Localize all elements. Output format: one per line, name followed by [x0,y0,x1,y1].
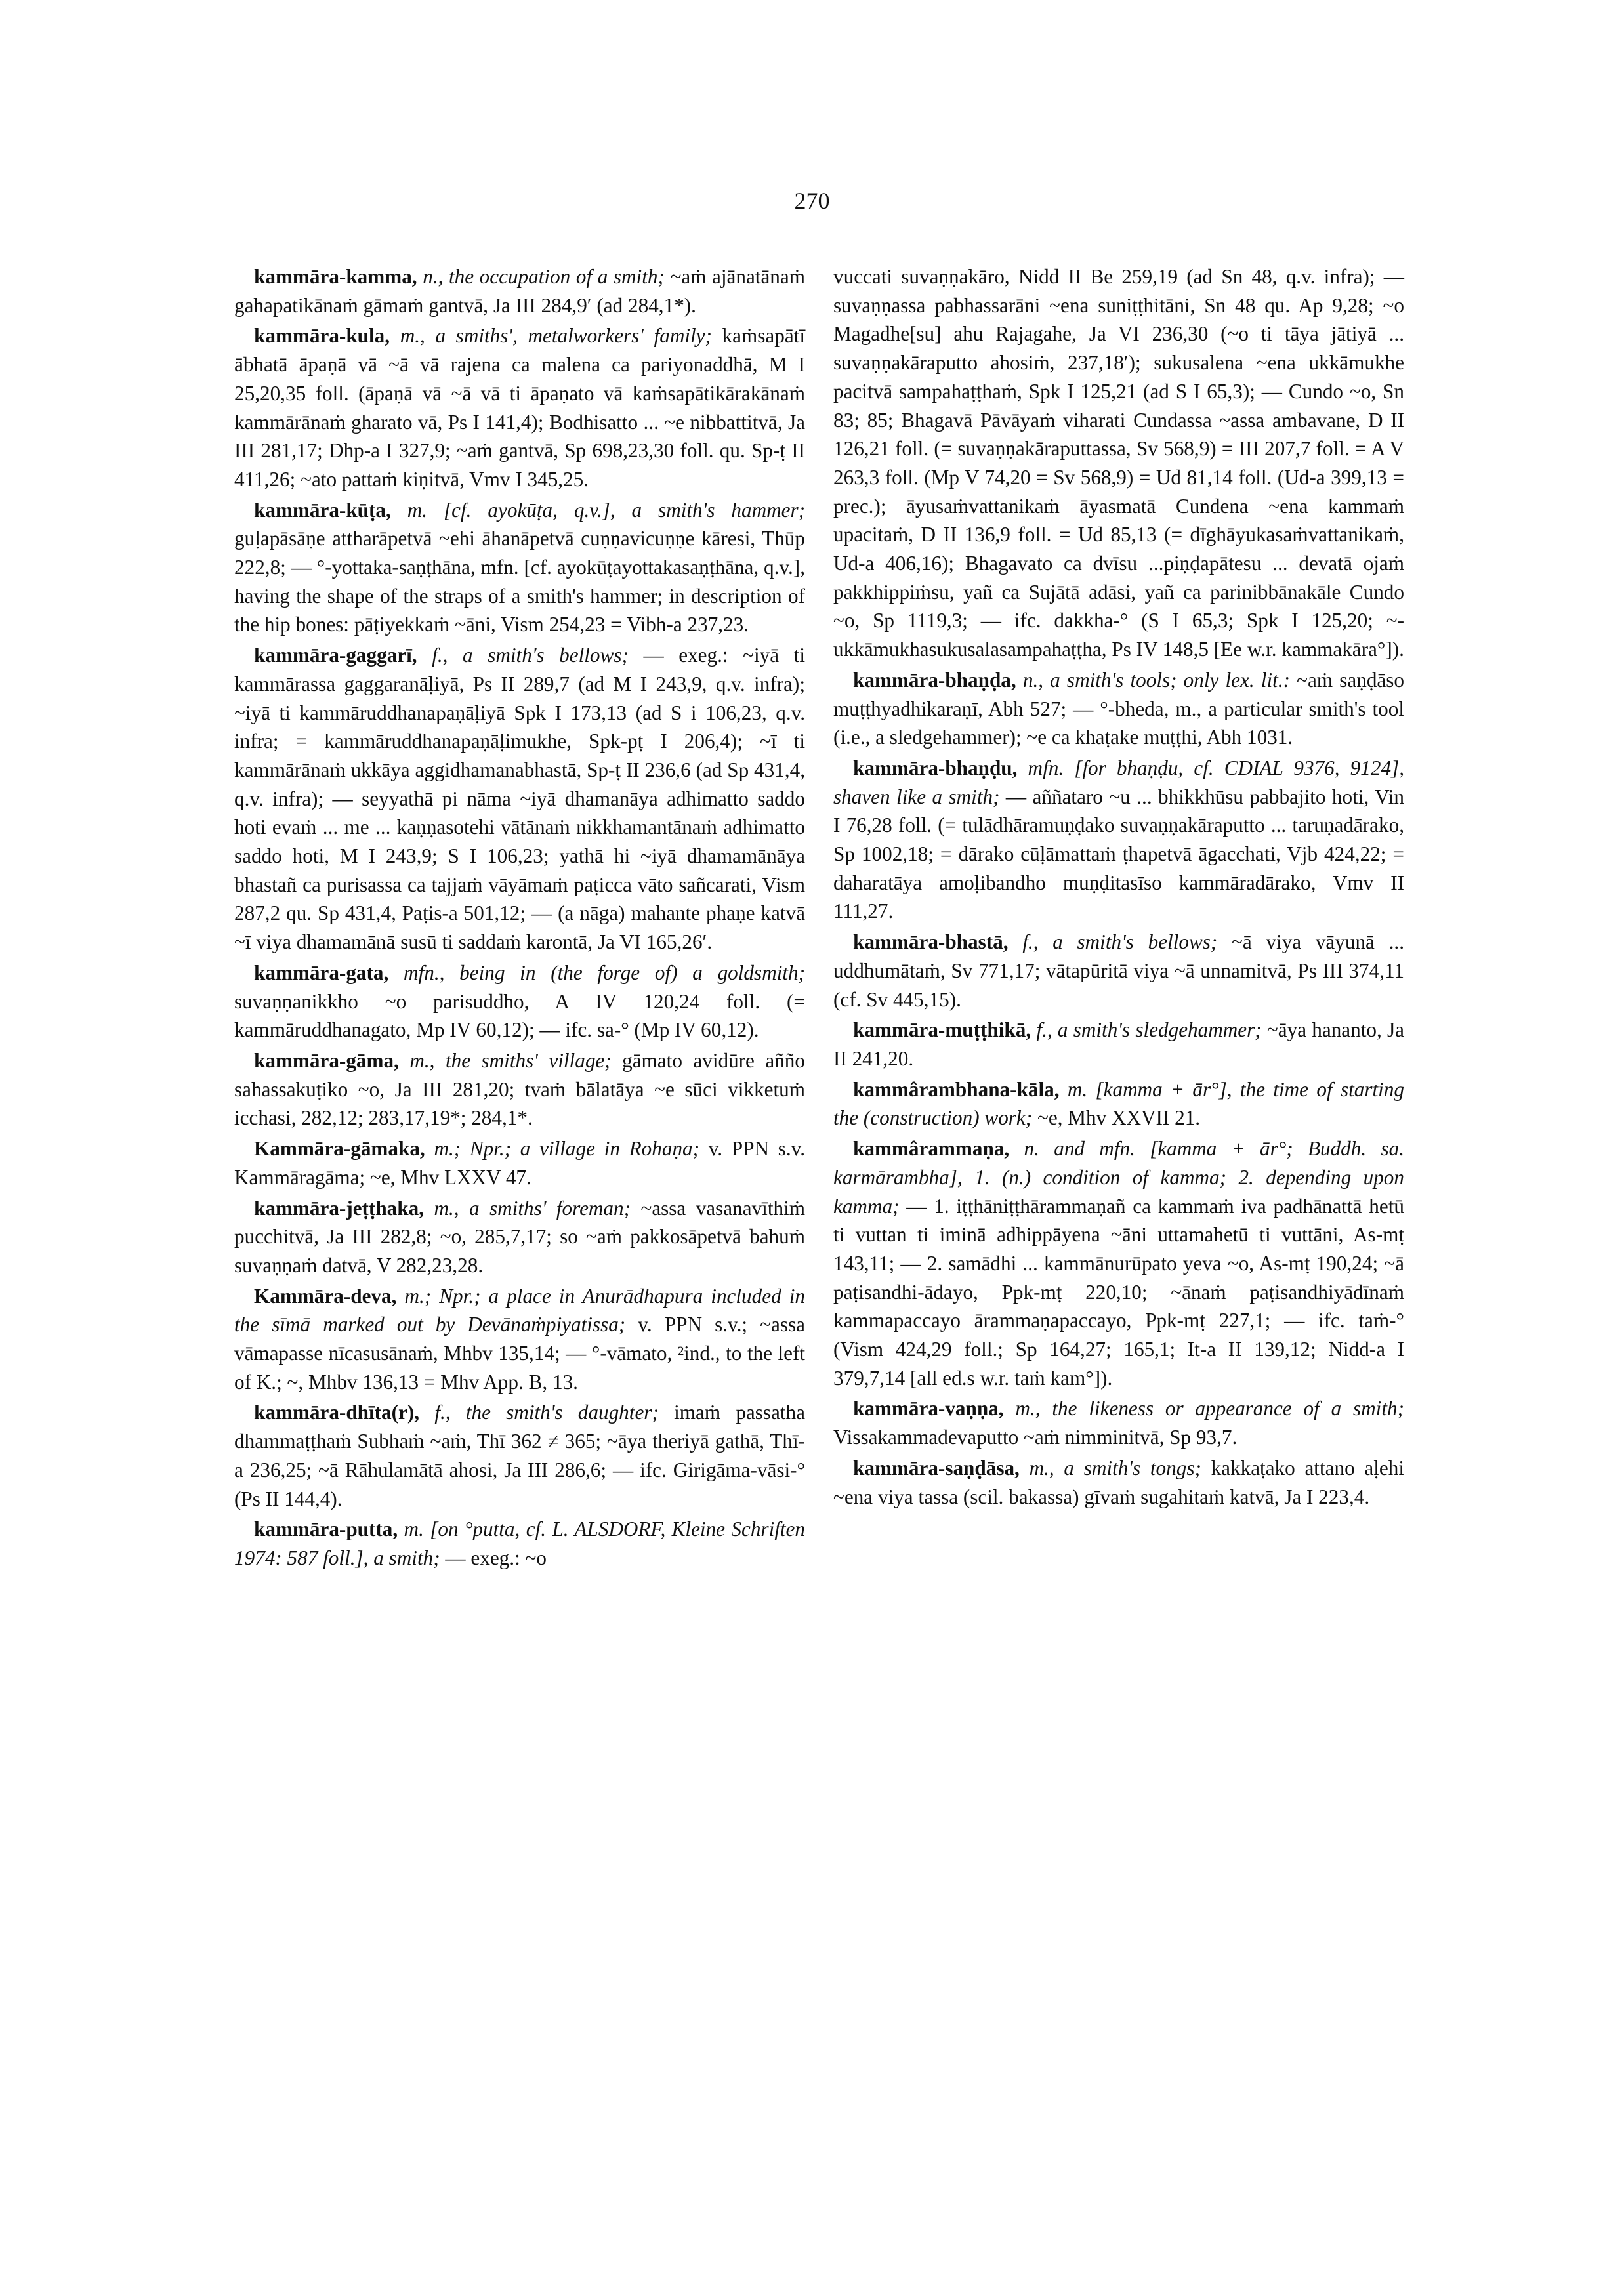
definition: n., a smith's tools; only lex. lit.: [1022,668,1290,692]
definition: m. [on °putta, cf. L. ALSDORF, Kleine Schriften 1974: 587 foll.], a smith; [234,1518,805,1569]
dictionary-entry-continued [833,262,1404,664]
entry-body: — 1. iṭṭhāniṭṭhārammaṇañ ca kammaṁ iva padhānattā hetū ti vuttan ti iminā adhippāyena ~āni uttamahetū ti vuttāni, As-mṭ 143,11; — 2. samādhi ... kammānurūpato yeva ~o, As-mṭ 190,24; ~ā paṭisandhi-ādayo, Ppk-mṭ 220,10; ~ānaṁ paṭisandhiyādīnaṁ kammapaccayo ārammaṇapaccayo, Ppk-mṭ 227,1; — ifc. taṁ-° (Vism 424,29 foll.; Sp 164,27; 165,1; It-a II 139,12; Nidd-a I 379,7,14 [all ed.s w.r. taṁ kam°]). [833,1194,1404,1390]
headword: kammāra-kula, [254,324,390,348]
entry-body: vuccati suvaṇṇakāro, Nidd II Be 259,19 (ad Sn 48, q.v. infra); — suvaṇṇassa pabhassarāni ~ena suniṭṭhitāni, Sn 48 qu. Ap 9,28; ~o Magadhe[su] ahu Rajagahe, Ja VI 236,30 (~o ti tāya jātiyā ... suvaṇṇakāraputto ahosiṁ, 237,18′); sukusalena ~ena ukkāmukhe pacitvā sampahaṭṭhaṁ, Spk I 125,21 (ad S I 65,3); — Cundo ~o, Sn 83; 85; Bhagavā Pāvāyaṁ viharati Cundassa ~assa ambavane, D II 126,21 foll. (= suvaṇṇakāraputtassa, Sv 568,9) = III 207,7 foll. = A V 263,3 foll. (Mp V 74,20 = Sv 568,9) = Ud 81,14 foll. (Ud-a 399,13 = prec.); āyusaṁvattanikaṁ āyasmatā Cundena ~ena kammaṁ upacitaṁ, D II 136,9 foll. = Ud 85,13 (= dīghāyukasaṁvattanikaṁ, Ud-a 406,16); Bhagavato ca dvīsu ...piṇḍapātesu ... devatā ojaṁ pakkhippiṁsu, yañ ca Sujātā adāsi, yañ ca parinibbānakāle Cundo ~o, Sp 1119,3; — ifc. dakkha-° (S I 65,3; Spk I 125,20; ~-ukkāmukhasukusalasampahaṭṭha, Ps IV 148,5 [Ee w.r. kammakāra°]). [833,265,1404,661]
definition: n., the occupation of a smith; [423,265,665,288]
entry-body: v. PPN s.v.; ~assa vāmapasse nīcasusānaṁ, Mhbv 135,14; — °-vāmato, ²ind., to the left of K.; ~, Mhbv 136,13 = Mhv App. B, 13. [234,1313,805,1394]
headword: kammāra-saṇḍāsa, [853,1456,1020,1479]
definition: n. and mfn. [kamma + ār°; Buddh. sa. karmārambha], 1. (n.) condition of kamma; 2. depending upon kamma; [833,1137,1404,1218]
definition: mfn., being in (the forge of) a goldsmith; [404,961,805,984]
entry-body: ~e, Mhv XXVII 21. [1032,1106,1201,1130]
headword: kammāra-gāma, [254,1048,399,1072]
definition: m., the smiths' village; [409,1048,612,1072]
definition: f., a smith's bellows; [1022,930,1218,954]
definition: m., a smiths' foreman; [434,1196,631,1220]
headword: kammāra-kūṭa, [254,498,391,522]
headword: Kammāra-deva, [254,1284,397,1308]
dictionary-entry [234,1134,805,1191]
definition: m.; Npr.; a village in Rohaṇa; [434,1137,700,1161]
definition: mfn. [for bhaṇḍu, cf. CDIAL 9376, 9124], shaven like a smith; [833,756,1404,808]
headword: kammāra-bhastā, [853,930,1009,954]
dictionary-entry [234,496,805,640]
headword: kammârammaṇa, [853,1137,1010,1161]
headword: kammârambhana-kāla, [853,1077,1060,1101]
dictionary-entry [833,1454,1404,1511]
dictionary-entry [234,1282,805,1397]
entry-body: imaṁ passatha dhammaṭṭhaṁ Subhaṁ ~aṁ, Thī 362 ≠ 365; ~āya theriyā gathā, Thī-a 236,25; ~ā Rāhulamātā ahosi, Ja III 286,6; — ifc. Girigāma-vāsi-° (Ps II 144,4). [234,1401,805,1510]
headword: kammāra-kamma, [254,265,417,288]
dictionary-entry [234,1194,805,1280]
entry-body: — exeg.: ~o [440,1546,547,1569]
dictionary-entry [234,321,805,493]
definition: f., the smith's daughter; [434,1401,659,1424]
entry-body: gāmato avidūre añño sahassakuṭiko ~o, Ja III 281,20; tvaṁ bālatāya ~e sūci vikketuṁ icchasi, 282,12; 283,17,19*; 284,1*. [234,1048,805,1130]
dictionary-entry [234,1046,805,1132]
definition: m. [kamma + ār°], the time of starting the (construction) work; [833,1077,1405,1130]
dictionary-entry [833,1134,1404,1392]
headword: kammāra-gata, [254,961,389,984]
entry-body: ~assa vasanavīthiṁ pucchitvā, Ja III 282,8; ~o, 285,7,17; so ~aṁ pakkosāpetvā bahuṁ suvaṇṇaṁ datvā, V 282,23,28. [234,1196,806,1277]
entry-body: — aññataro ~u ... bhikkhūsu pabbajito hoti, Vin I 76,28 foll. (= tulādhāramuṇḍako suvaṇṇakāraputto ... taruṇadārako, Sp 1002,18; = dārako cūḷāmattaṁ ṭhapetvā āgacchati, Vjb 424,22; = daharatāya amoḷibandho muṇḍitasīso kammāradārako, Vmv II 111,27. [833,785,1405,923]
dictionary-entry [833,666,1404,752]
page-number: 270 [794,188,830,214]
right-column [833,262,1404,1513]
entry-body: suvaṇṇanikkho ~o parisuddho, A IV 120,24 foll. (= kammāruddhanagato, Mp IV 60,12); — ifc. sa-° (Mp IV 60,12). [234,989,805,1042]
left-column [234,262,805,1575]
entry-body: ~aṁ ajānatānaṁ gahapatikānaṁ gāmaṁ gantvā, Ja III 284,9′ (ad 284,1*). [234,265,806,317]
headword: kammāra-jeṭṭhaka, [254,1196,424,1220]
definition: m. [cf. ayokūṭa, q.v.], a smith's hammer; [407,498,806,522]
headword: kammāra-bhaṇḍu, [853,756,1018,779]
dictionary-entry [234,1515,805,1572]
dictionary-entry [833,1394,1404,1451]
headword: kammāra-dhīta(r), [254,1401,420,1424]
dictionary-entry [833,1016,1404,1073]
entry-body: ~aṁ saṇḍāso muṭṭhyadhikaraṇī, Abh 527; — °-bheda, m., a particular smith's tool (i.e., a sledgehammer); ~e ca khaṭake muṭṭhi, Abh 1031. [833,668,1405,749]
headword: kammāra-muṭṭhikā, [853,1018,1031,1042]
dictionary-entry [234,262,805,320]
entry-body: v. PPN s.v. Kammāragāma; ~e, Mhv LXXV 47. [234,1137,805,1189]
definition: m., the likeness or appearance of a smith; [1015,1397,1404,1420]
dictionary-entry [234,1398,805,1513]
entry-body: Vissakammadevaputto ~aṁ nimminitvā, Sp 93,7. [833,1426,1238,1449]
definition: m., a smiths', metalworkers' family; [400,324,712,348]
entry-body: kakkaṭako attano aḷehi ~ena viya tassa (scil. bakassa) gīvaṁ sugahitaṁ katvā, Ja I 223,4. [833,1456,1404,1508]
entry-body: ~āya hananto, Ja II 241,20. [833,1018,1405,1070]
entry-body: guḷapāsāṇe attharāpetvā ~ehi āhanāpetvā cuṇṇavicuṇṇe kāresi, Thūp 222,8; — °-yottaka-saṇṭhāna, mfn. [cf. ayokūṭayottakasaṇṭhāna, q.v.], having the shape of the straps of a smith's hammer; in description of the hip bones: pāṭiyekkaṁ ~āni, Vism 254,23 = Vibh-a 237,23. [234,527,805,636]
headword: kammāra-bhaṇḍa, [853,668,1016,692]
headword: kammāra-vaṇṇa, [853,1397,1004,1420]
definition: f., a smith's sledgehammer; [1036,1018,1262,1042]
dictionary-entry [833,928,1404,1014]
entry-body: ~ā viya vāyunā ... uddhumātaṁ, Sv 771,17; vātapūritā viya ~ā unnamitvā, Ps III 374,11 (cf. Sv 445,15). [833,930,1404,1011]
entry-body: — exeg.: ~iyā ti kammārassa gaggaranāḷiyā, Ps II 289,7 (ad M I 243,9, q.v. infra); ~iyā ti kammāruddhanapaṇāḷiyā Spk I 173,13 (ad S i 106,23, q.v. infra; = kammāruddhanapaṇāḷimukhe, Spk-pṭ I 206,4); ~ī ti kammārānaṁ ukkāya aggidhamanabhastā, Sp-ṭ II 236,6 (ad Sp 431,4, q.v. infra); — seyyathā pi nāma ~iyā dhamanāya adhimatto saddo hoti evaṁ ... me ... kaṇṇasotehi vātānaṁ nikkhamantānaṁ adhimatto saddo hoti, M I 243,9; S I 106,23; yathā hi ~iyā dhamamānāya bhastañ ca purisassa ca tajjaṁ vāyāmaṁ paṭicca vāto sañcarati, Vism 287,2 qu. Sp 431,4, Paṭis-a 501,12; — (a nāga) mahante phaṇe katvā ~ī viya dhamamānā susū ti saddaṁ karontā, Ja VI 165,26′. [234,644,806,954]
dictionary-entry [833,754,1404,926]
headword: kammāra-gaggarī, [254,644,417,667]
dictionary-entry [234,959,805,1044]
definition: f., a smith's bellows; [432,644,629,667]
entry-body: kaṁsapātī ābhatā āpaṇā vā ~ā vā rajena ca malena ca pariyonaddhā, M I 25,20,35 foll. (āpaṇā vā ~ā vā ti āpaṇato vā kaṁsapātikārakānaṁ kammārānaṁ gharato vā, Ps I 141,4); Bodhisatto ... ~e nibbattitvā, Ja III 281,17; Dhp-a I 327,9; ~aṁ gantvā, Sp 698,23,30 foll. qu. Sp-ṭ II 411,26; ~ato pattaṁ kiṇitvā, Vmv I 345,25. [234,324,805,491]
definition: m., a smith's tongs; [1029,1456,1201,1479]
definition: m.; Npr.; a place in Anurādhapura included in the sīmā marked out by Devānaṁpiyatissa; [234,1284,805,1336]
headword: Kammāra-gāmaka, [254,1137,425,1161]
headword: kammāra-putta, [254,1518,398,1541]
dictionary-entry [833,1075,1404,1132]
dictionary-entry [234,641,805,957]
